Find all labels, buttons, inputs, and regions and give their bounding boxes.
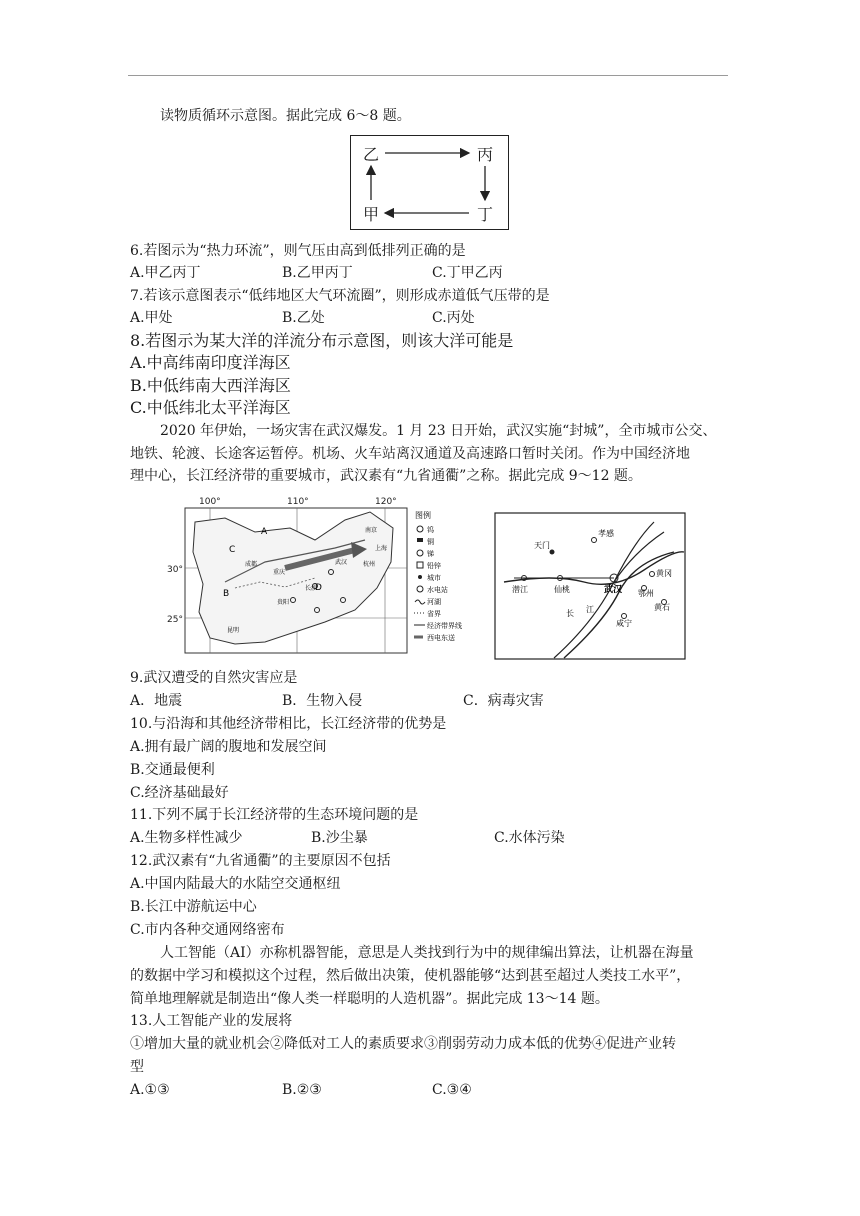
legend-title: 图例 bbox=[415, 511, 431, 520]
q12-option-b: B.长江中游航运中心 bbox=[130, 899, 257, 915]
city-tianmen: 天门 bbox=[534, 541, 550, 550]
q9-stem: 9.武汉遭受的自然灾害应是 bbox=[130, 670, 298, 686]
q7-option-b: B.乙处 bbox=[282, 310, 325, 326]
passage3-line2: 的数据中学习和模拟这个过程，然后做出决策，使机器能够“达到甚至超过人类技工水平”， bbox=[130, 968, 691, 984]
city-huanggang: 黄冈 bbox=[656, 569, 672, 578]
q6-stem: 6.若图示为“热力环流”，则气压由高到低排列正确的是 bbox=[130, 243, 466, 259]
passage3-line1: 人工智能（AI）亦称机器智能，意思是人类找到行为中的规律编出算法，让机器在海量 bbox=[160, 945, 694, 961]
letter-d: D bbox=[315, 583, 322, 593]
q9-option-b: B．生物入侵 bbox=[282, 693, 363, 709]
q11-stem: 11.下列不属于长江经济带的生态环境问题的是 bbox=[130, 807, 419, 823]
q13-statements-line2: 型 bbox=[130, 1059, 144, 1075]
q10-option-b: B.交通最便利 bbox=[130, 762, 215, 778]
legend-tungsten: 钨 bbox=[427, 526, 434, 534]
cycle-arrows bbox=[351, 136, 508, 229]
q10-option-c: C.经济基础最好 bbox=[130, 785, 229, 801]
q11-option-b: B.沙尘暴 bbox=[311, 830, 368, 846]
q7-stem: 7.若该示意图表示“低纬地区大气环流圈”，则形成赤道低气压带的是 bbox=[130, 288, 550, 304]
passage2-line2: 地铁、轮渡、长途客运暂停。机场、火车站离汉通道及高速路口暂时关闭。作为中国经济地 bbox=[130, 446, 690, 462]
q9-option-a: A．地震 bbox=[130, 693, 183, 709]
lat-30: 30° bbox=[167, 565, 183, 575]
lat-25: 25° bbox=[167, 615, 183, 625]
city-xianning: 咸宁 bbox=[616, 619, 632, 628]
letter-c: C bbox=[229, 545, 236, 555]
q8-option-b: B.中低纬南大西洋海区 bbox=[130, 376, 291, 395]
q10-stem: 10.与沿海和其他经济带相比，长江经济带的优势是 bbox=[130, 716, 447, 732]
q8-option-a: A.中高纬南印度洋海区 bbox=[130, 353, 291, 372]
city-wuhan: 武汉 bbox=[335, 559, 348, 566]
q12-option-c: C.市内各种交通网络密布 bbox=[130, 922, 285, 938]
city-chongqing: 重庆 bbox=[273, 569, 286, 576]
q8-option-c: C.中低纬北太平洋海区 bbox=[130, 398, 291, 417]
city-huangshi: 黄石 bbox=[654, 603, 670, 612]
cycle-diagram bbox=[350, 135, 509, 230]
q10-option-a: A.拥有最广阔的腹地和发展空间 bbox=[130, 739, 327, 755]
passage3-line3: 简单地理解就是制造出“像人类一样聪明的人造机器”。据此完成 13～14 题。 bbox=[130, 991, 609, 1007]
label-yi: 乙 bbox=[363, 145, 380, 164]
q12-stem: 12.武汉素有“九省通衢”的主要原因不包括 bbox=[130, 853, 391, 869]
river-char-chang: 长 bbox=[566, 609, 574, 618]
q13-option-b: B.②③ bbox=[282, 1082, 322, 1098]
q9-option-c: C．病毒灾害 bbox=[463, 693, 544, 709]
city-qianjiang: 潜江 bbox=[512, 585, 528, 594]
city-nanjing: 南京 bbox=[365, 527, 378, 534]
yangtze-belt-map bbox=[165, 492, 485, 660]
lon-120: 120° bbox=[375, 497, 397, 507]
legend-belt-boundary: 经济带界线 bbox=[427, 622, 462, 630]
city-shanghai: 上海 bbox=[375, 545, 388, 552]
passage2-line3: 理中心，长江经济带的重要城市，武汉素有“九省通衢”之称。据此完成 9～12 题。 bbox=[130, 468, 642, 484]
city-guiyang: 贵阳 bbox=[277, 599, 290, 606]
letter-b: B bbox=[223, 589, 230, 599]
lon-100: 100° bbox=[199, 497, 221, 507]
legend-copper: 铜 bbox=[427, 538, 434, 546]
passage2-line1: 2020 年伊始，一场灾害在武汉爆发。1 月 23 日开始，武汉实施“封城”，全市城市公交、 bbox=[160, 423, 717, 439]
q13-stem: 13.人工智能产业的发展将 bbox=[130, 1013, 293, 1029]
q13-statements-line1: ①增加大量的就业机会②降低对工人的素质要求③削弱劳动力成本低的优势④促进产业转 bbox=[130, 1036, 676, 1052]
city-xiantao: 仙桃 bbox=[554, 585, 570, 594]
q11-option-a: A.生物多样性减少 bbox=[130, 830, 243, 846]
q6-option-b: B.乙甲丙丁 bbox=[282, 265, 353, 281]
q8-stem: 8.若图示为某大洋的洋流分布示意图，则该大洋可能是 bbox=[130, 331, 514, 350]
city-wuhan-main: 武汉 bbox=[604, 585, 623, 595]
legend-river-lake: 河湖 bbox=[427, 598, 441, 606]
q7-option-c: C.丙处 bbox=[432, 310, 475, 326]
label-ding: 丁 bbox=[477, 205, 494, 224]
city-xiaogan: 孝感 bbox=[598, 529, 614, 538]
city-changsha: 长沙 bbox=[305, 585, 318, 592]
legend-antimony: 锑 bbox=[427, 550, 434, 558]
city-chengdu: 成都 bbox=[245, 561, 258, 568]
legend-west-east-power: 西电东送 bbox=[427, 634, 455, 642]
legend-lead-zinc: 铅锌 bbox=[427, 562, 441, 570]
city-kunming: 昆明 bbox=[227, 627, 240, 634]
q13-option-a: A.①③ bbox=[130, 1082, 170, 1098]
legend-city: 城市 bbox=[427, 574, 441, 582]
wuhan-area-map bbox=[494, 512, 686, 660]
q13-option-c: C.③④ bbox=[432, 1082, 472, 1098]
q6-option-a: A.甲乙丙丁 bbox=[130, 265, 201, 281]
header-rule bbox=[128, 75, 728, 76]
letter-a: A bbox=[261, 527, 268, 537]
lon-110: 110° bbox=[287, 497, 309, 507]
q6-option-c: C.丁甲乙丙 bbox=[432, 265, 503, 281]
city-ezhou: 鄂州 bbox=[638, 589, 654, 598]
q11-option-c: C.水体污染 bbox=[494, 830, 565, 846]
legend-hydropower: 水电站 bbox=[427, 586, 448, 594]
q7-option-a: A.甲处 bbox=[130, 310, 173, 326]
q12-option-a: A.中国内陆最大的水陆空交通枢纽 bbox=[130, 876, 341, 892]
river-char-jiang: 江 bbox=[586, 605, 594, 614]
label-jia: 甲 bbox=[363, 205, 380, 224]
intro-line: 读物质循环示意图。据此完成 6～8 题。 bbox=[160, 108, 411, 124]
city-hangzhou: 杭州 bbox=[363, 561, 376, 568]
label-bing: 丙 bbox=[477, 145, 494, 164]
legend-province-border: 省界 bbox=[427, 610, 441, 618]
